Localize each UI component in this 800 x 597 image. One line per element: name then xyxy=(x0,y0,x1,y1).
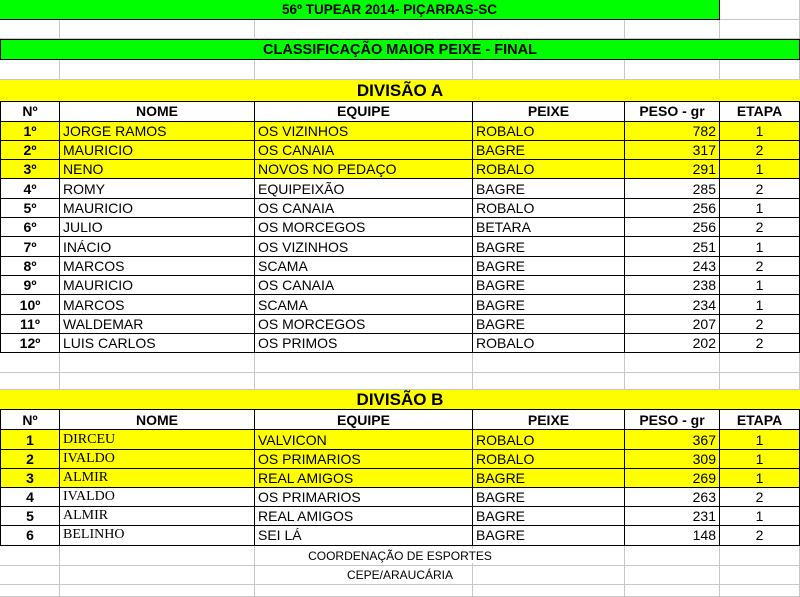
fish-cell[interactable]: ROBALO xyxy=(473,122,625,141)
rank-cell[interactable]: 5º xyxy=(0,199,60,218)
team-cell[interactable]: OS PRIMOS xyxy=(255,334,473,353)
empty-cell[interactable] xyxy=(720,0,800,20)
empty-cell[interactable] xyxy=(0,566,60,585)
empty-cell[interactable] xyxy=(720,546,800,566)
name-cell[interactable]: MARCOS xyxy=(60,257,255,276)
stage-cell[interactable]: 1 xyxy=(720,469,800,488)
empty-cell[interactable] xyxy=(473,373,625,391)
stage-cell[interactable]: 1 xyxy=(720,276,800,295)
fish-cell[interactable]: BAGRE xyxy=(473,469,625,488)
empty-cell[interactable] xyxy=(720,585,800,597)
team-cell[interactable]: OS VIZINHOS xyxy=(255,237,473,256)
name-cell[interactable]: IVALDO xyxy=(60,488,255,507)
fish-cell[interactable]: ROBALO xyxy=(473,430,625,449)
empty-cell[interactable] xyxy=(255,353,473,373)
footer-line-1: COORDENAÇÃO DE ESPORTES xyxy=(308,548,492,563)
team-cell[interactable]: NOVOS NO PEDAÇO xyxy=(255,160,473,179)
team-cell[interactable]: OS CANAIA xyxy=(255,276,473,295)
empty-cell[interactable] xyxy=(60,60,255,80)
rank-cell[interactable]: 4º xyxy=(0,179,60,198)
weight-cell[interactable]: 238 xyxy=(625,276,720,295)
team-cell[interactable]: OS CANAIA xyxy=(255,141,473,160)
rank-cell[interactable]: 12º xyxy=(0,334,60,353)
empty-cell[interactable] xyxy=(720,60,800,80)
weight-cell[interactable]: 251 xyxy=(625,237,720,256)
stage-cell[interactable]: 1 xyxy=(720,295,800,314)
division-a-row xyxy=(0,295,800,314)
weight-cell[interactable]: 285 xyxy=(625,179,720,198)
empty-cell[interactable] xyxy=(60,20,255,39)
rank-cell[interactable]: 2 xyxy=(0,450,60,469)
team-cell[interactable]: OS PRIMARIOS xyxy=(255,488,473,507)
header-stage[interactable]: ETAPA xyxy=(720,102,800,122)
weight-cell[interactable]: 291 xyxy=(625,160,720,179)
division-a-row xyxy=(0,179,800,198)
weight-cell[interactable]: 263 xyxy=(625,488,720,507)
team-cell[interactable]: EQUIPEIXÃO xyxy=(255,179,473,198)
sheet-subtitle[interactable]: CLASSIFICAÇÃO MAIOR PEIXE - FINAL xyxy=(0,39,800,60)
name-cell[interactable]: ALMIR xyxy=(60,469,255,488)
empty-cell[interactable] xyxy=(60,373,255,391)
fish-cell[interactable]: BAGRE xyxy=(473,276,625,295)
empty-cell[interactable] xyxy=(0,353,60,373)
name-cell[interactable]: ALMIR xyxy=(60,507,255,526)
division-a-row xyxy=(0,199,800,218)
empty-cell[interactable] xyxy=(473,585,625,597)
team-cell[interactable]: OS MORCEGOS xyxy=(255,218,473,237)
rank-cell[interactable]: 9º xyxy=(0,276,60,295)
empty-cell[interactable] xyxy=(60,585,255,597)
weight-cell[interactable]: 202 xyxy=(625,334,720,353)
weight-cell[interactable]: 782 xyxy=(625,122,720,141)
rank-cell[interactable]: 2º xyxy=(0,141,60,160)
division-a-row xyxy=(0,141,800,160)
rank-cell[interactable]: 8º xyxy=(0,257,60,276)
subtitle-row xyxy=(0,39,800,60)
empty-cell[interactable] xyxy=(625,585,720,597)
division-a-header-row xyxy=(0,102,800,122)
fish-cell[interactable]: BAGRE xyxy=(473,295,625,314)
empty-cell[interactable] xyxy=(625,546,720,566)
team-cell[interactable]: REAL AMIGOS xyxy=(255,507,473,526)
header-weight[interactable]: PESO - gr xyxy=(625,410,720,430)
name-cell[interactable]: NENO xyxy=(60,160,255,179)
rank-cell[interactable]: 4 xyxy=(0,488,60,507)
stage-cell[interactable]: 1 xyxy=(720,507,800,526)
footer-line-2: CEPE/ARAUCÁRIA xyxy=(346,568,454,583)
empty-cell[interactable] xyxy=(625,20,720,39)
rank-cell[interactable]: 7º xyxy=(0,237,60,256)
rank-cell[interactable]: 10º xyxy=(0,295,60,314)
fish-cell[interactable]: BAGRE xyxy=(473,488,625,507)
empty-cell[interactable] xyxy=(0,20,60,39)
weight-cell[interactable]: 231 xyxy=(625,507,720,526)
fish-cell[interactable]: BAGRE xyxy=(473,179,625,198)
weight-cell[interactable]: 309 xyxy=(625,450,720,469)
weight-cell[interactable]: 317 xyxy=(625,141,720,160)
empty-cell[interactable] xyxy=(0,585,60,597)
team-cell[interactable]: SEI LÁ xyxy=(255,526,473,545)
division-b-title-row xyxy=(0,390,800,410)
weight-cell[interactable]: 256 xyxy=(625,199,720,218)
empty-cell[interactable] xyxy=(0,373,60,391)
name-cell[interactable]: ROMY xyxy=(60,179,255,198)
weight-cell[interactable]: 243 xyxy=(625,257,720,276)
blank-row xyxy=(0,20,800,39)
stage-cell[interactable]: 2 xyxy=(720,315,800,334)
team-cell[interactable]: OS VIZINHOS xyxy=(255,122,473,141)
empty-cell[interactable] xyxy=(60,546,255,566)
empty-cell[interactable] xyxy=(473,546,625,566)
fish-cell[interactable]: BAGRE xyxy=(473,141,625,160)
blank-row xyxy=(0,373,800,391)
name-cell[interactable]: JORGE RAMOS xyxy=(60,122,255,141)
header-fish[interactable]: PEIXE xyxy=(473,410,625,430)
division-a-row xyxy=(0,315,800,334)
division-b-title[interactable]: DIVISÃO B xyxy=(0,390,800,410)
weight-cell[interactable]: 269 xyxy=(625,469,720,488)
header-team[interactable]: EQUIPE xyxy=(255,102,473,122)
rank-cell[interactable]: 1º xyxy=(0,122,60,141)
empty-cell[interactable] xyxy=(625,60,720,80)
division-b-row xyxy=(0,430,800,449)
division-b-row xyxy=(0,526,800,545)
stage-cell[interactable]: 1 xyxy=(720,199,800,218)
stage-cell[interactable]: 2 xyxy=(720,526,800,545)
division-a-row xyxy=(0,334,800,353)
rank-cell[interactable]: 6 xyxy=(0,526,60,545)
empty-cell[interactable] xyxy=(255,60,473,80)
team-cell[interactable]: OS MORCEGOS xyxy=(255,315,473,334)
name-cell[interactable]: MAURICIO xyxy=(60,199,255,218)
fish-cell[interactable]: BAGRE xyxy=(473,507,625,526)
empty-cell[interactable] xyxy=(473,566,625,585)
empty-cell[interactable] xyxy=(60,353,255,373)
empty-cell[interactable] xyxy=(255,585,473,597)
weight-cell[interactable]: 148 xyxy=(625,526,720,545)
division-a-row xyxy=(0,160,800,179)
name-cell[interactable]: BELINHO xyxy=(60,526,255,545)
name-cell[interactable]: MAURICIO xyxy=(60,141,255,160)
division-a-row xyxy=(0,218,800,237)
division-a-title[interactable]: DIVISÃO A xyxy=(0,80,800,102)
name-cell[interactable]: WALDEMAR xyxy=(60,315,255,334)
team-cell[interactable]: SCAMA xyxy=(255,257,473,276)
stage-cell[interactable]: 1 xyxy=(720,450,800,469)
division-b-row xyxy=(0,488,800,507)
empty-cell[interactable] xyxy=(0,546,60,566)
team-cell[interactable]: VALVICON xyxy=(255,430,473,449)
empty-cell[interactable] xyxy=(720,373,800,391)
blank-row xyxy=(0,60,800,80)
team-cell[interactable]: OS PRIMARIOS xyxy=(255,450,473,469)
stage-cell[interactable]: 2 xyxy=(720,488,800,507)
weight-cell[interactable]: 256 xyxy=(625,218,720,237)
header-rank[interactable]: Nº xyxy=(0,102,60,122)
weight-cell[interactable]: 367 xyxy=(625,430,720,449)
empty-cell[interactable] xyxy=(60,566,255,585)
header-team[interactable]: EQUIPE xyxy=(255,410,473,430)
blank-row xyxy=(0,585,800,597)
division-a-title-row xyxy=(0,80,800,102)
fish-cell[interactable]: ROBALO xyxy=(473,450,625,469)
header-name[interactable]: NOME xyxy=(60,102,255,122)
team-cell[interactable]: REAL AMIGOS xyxy=(255,469,473,488)
team-cell[interactable]: OS CANAIA xyxy=(255,199,473,218)
rank-cell[interactable]: 3º xyxy=(0,160,60,179)
stage-cell[interactable]: 1 xyxy=(720,122,800,141)
division-a-row xyxy=(0,237,800,256)
title-row xyxy=(0,0,800,20)
rank-cell[interactable]: 1 xyxy=(0,430,60,449)
division-a-row xyxy=(0,276,800,295)
division-b-row xyxy=(0,450,800,469)
name-cell[interactable]: MARCOS xyxy=(60,295,255,314)
footer-row xyxy=(0,566,800,585)
stage-cell[interactable]: 1 xyxy=(720,160,800,179)
name-cell[interactable]: DIRCEU xyxy=(60,430,255,449)
rank-cell[interactable]: 5 xyxy=(0,507,60,526)
division-a-row xyxy=(0,257,800,276)
empty-cell[interactable] xyxy=(0,60,60,80)
name-cell[interactable]: INÁCIO xyxy=(60,237,255,256)
footer-row xyxy=(0,546,800,566)
empty-cell[interactable] xyxy=(625,353,720,373)
rank-cell[interactable]: 6º xyxy=(0,218,60,237)
empty-cell[interactable] xyxy=(473,20,625,39)
stage-cell[interactable]: 1 xyxy=(720,430,800,449)
header-rank[interactable]: Nº xyxy=(0,410,60,430)
empty-cell[interactable] xyxy=(473,353,625,373)
empty-cell[interactable] xyxy=(720,566,800,585)
weight-cell[interactable]: 234 xyxy=(625,295,720,314)
stage-cell[interactable]: 1 xyxy=(720,237,800,256)
stage-cell[interactable]: 2 xyxy=(720,179,800,198)
fish-cell[interactable]: ROBALO xyxy=(473,160,625,179)
empty-cell[interactable] xyxy=(720,20,800,39)
empty-cell[interactable] xyxy=(625,566,720,585)
empty-cell[interactable] xyxy=(720,353,800,373)
stage-cell[interactable]: 2 xyxy=(720,334,800,353)
name-cell[interactable]: LUIS CARLOS xyxy=(60,334,255,353)
fish-cell[interactable]: ROBALO xyxy=(473,334,625,353)
stage-cell[interactable]: 2 xyxy=(720,141,800,160)
team-cell[interactable]: SCAMA xyxy=(255,295,473,314)
sheet-title[interactable]: 56º TUPEAR 2014- PIÇARRAS-SC xyxy=(0,0,720,20)
fish-cell[interactable]: BAGRE xyxy=(473,315,625,334)
name-cell[interactable]: IVALDO xyxy=(60,450,255,469)
header-name[interactable]: NOME xyxy=(60,410,255,430)
fish-cell[interactable]: ROBALO xyxy=(473,199,625,218)
header-weight[interactable]: PESO - gr xyxy=(625,102,720,122)
header-fish[interactable]: PEIXE xyxy=(473,102,625,122)
division-b-row xyxy=(0,507,800,526)
header-stage[interactable]: ETAPA xyxy=(720,410,800,430)
blank-row xyxy=(0,353,800,373)
empty-cell[interactable] xyxy=(255,20,473,39)
rank-cell[interactable]: 11º xyxy=(0,315,60,334)
stage-cell[interactable]: 2 xyxy=(720,257,800,276)
division-a-row xyxy=(0,122,800,141)
weight-cell[interactable]: 207 xyxy=(625,315,720,334)
fish-cell[interactable]: BAGRE xyxy=(473,526,625,545)
stage-cell[interactable]: 2 xyxy=(720,218,800,237)
division-b-header-row xyxy=(0,410,800,430)
rank-cell[interactable]: 3 xyxy=(0,469,60,488)
name-cell[interactable]: JULIO xyxy=(60,218,255,237)
division-b-row xyxy=(0,469,800,488)
fish-cell[interactable]: BAGRE xyxy=(473,257,625,276)
empty-cell[interactable] xyxy=(255,373,473,391)
name-cell[interactable]: MAURICIO xyxy=(60,276,255,295)
fish-cell[interactable]: BAGRE xyxy=(473,237,625,256)
empty-cell[interactable] xyxy=(473,60,625,80)
fish-cell[interactable]: BETARA xyxy=(473,218,625,237)
empty-cell[interactable] xyxy=(625,373,720,391)
